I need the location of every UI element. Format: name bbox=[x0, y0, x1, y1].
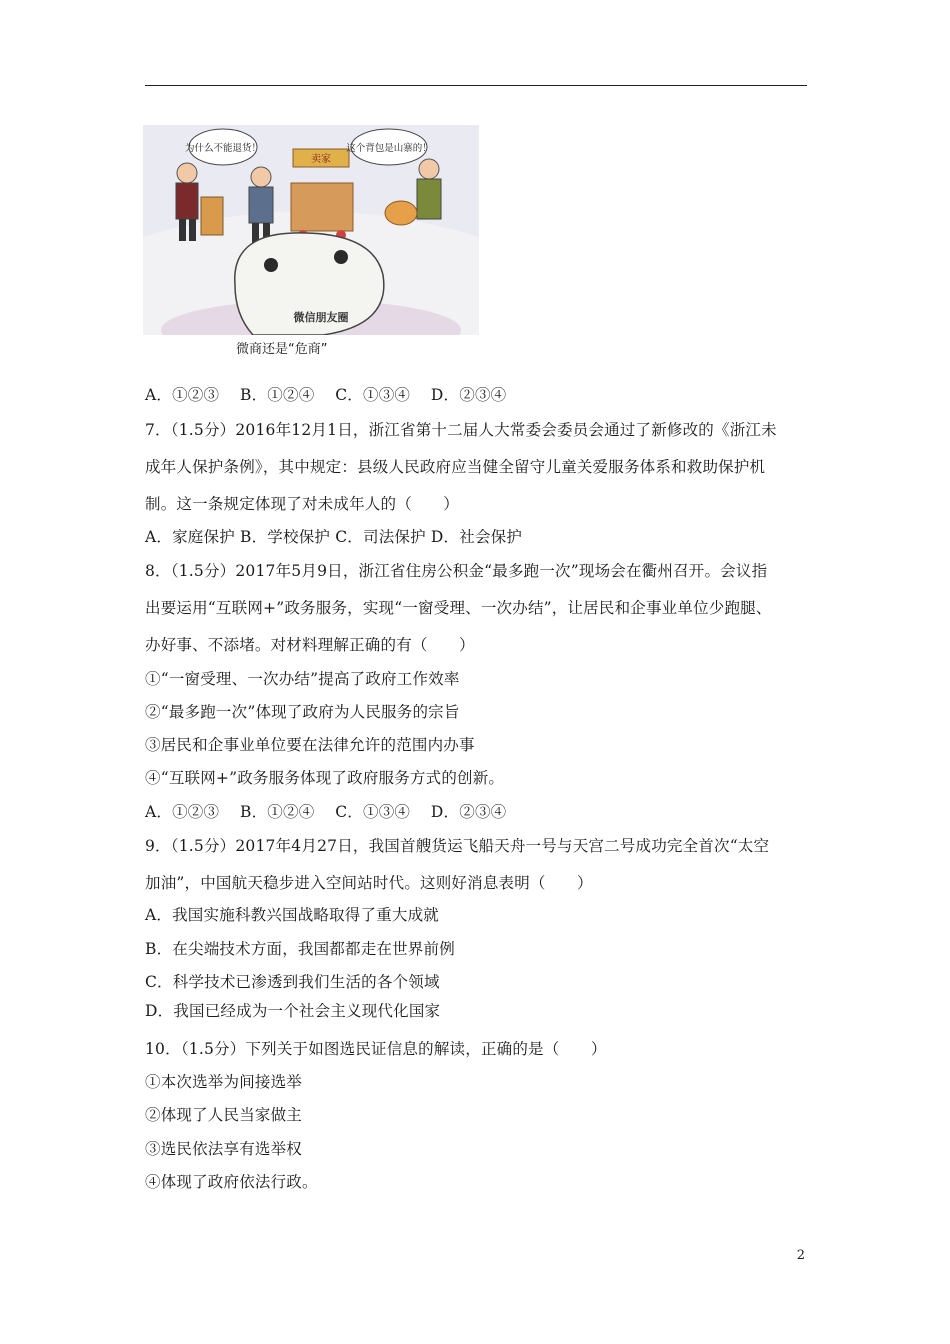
q8-item-4: ④“互联网+”政务服务体现了政府服务方式的创新。 bbox=[145, 769, 505, 787]
q8-stem-line2: 出要运用“互联网+”政务服务，实现“一窗受理、一次办结”，让居民和企事业单位少跑腿、 bbox=[145, 599, 772, 617]
q8-options: A．①②③ B．①②④ C．①③④ D．②③④ bbox=[145, 803, 507, 821]
q9-option-c: C．科学技术已渗透到我们生活的各个领域 bbox=[145, 973, 440, 991]
q8-item-2: ②“最多跑一次”体现了政府为人民服务的宗旨 bbox=[145, 703, 460, 721]
q8-stem-line3: 办好事、不添堵。对材料理解正确的有（ ） bbox=[145, 636, 475, 654]
q8-item-3: ③居民和企事业单位要在法律允许的范围内办事 bbox=[145, 736, 475, 754]
bag-label: 微信朋友圈 bbox=[293, 311, 349, 324]
header-rule bbox=[145, 85, 807, 86]
q7-options: A．家庭保护 B．学校保护 C．司法保护 D．社会保护 bbox=[145, 528, 523, 546]
q7-stem-line1: 7．（1.5分）2016年12月1日，浙江省第十二届人大常委会委员会通过了新修改的《浙江未 bbox=[145, 421, 777, 439]
q10-stem: 10．（1.5分）下列关于如图选民证信息的解读，正确的是（ ） bbox=[145, 1040, 607, 1058]
q7-stem-line3: 制。这一条规定体现了对未成年人的（ ） bbox=[145, 495, 460, 513]
q7-stem-line2: 成年人保护条例》，其中规定：县级人民政府应当健全留守儿童关爱服务体系和救助保护机 bbox=[145, 458, 766, 476]
q10-item-2: ②体现了人民当家做主 bbox=[145, 1106, 303, 1124]
bubble-left-text: 为什么不能退货！ bbox=[184, 143, 262, 154]
page-number: 2 bbox=[796, 1248, 805, 1263]
q9-option-a: A．我国实施科教兴国战略取得了重大成就 bbox=[145, 906, 439, 924]
q10-item-3: ③选民依法享有选举权 bbox=[145, 1140, 303, 1158]
q9-option-b: B．在尖端技术方面，我国都都走在世界前例 bbox=[145, 940, 455, 958]
bubble-right-text: 这个背包是山寨的！ bbox=[346, 143, 432, 154]
q6-options: A．①②③ B．①②④ C．①③④ D．②③④ bbox=[145, 386, 507, 404]
q9-stem-line1: 9．（1.5分）2017年4月27日，我国首艘货运飞船天舟一号与天宫二号成功完全首次“太空 bbox=[145, 837, 770, 855]
q8-item-1: ①“一窗受理、一次办结”提高了政府工作效率 bbox=[145, 670, 460, 688]
q9-option-d: D．我国已经成为一个社会主义现代化国家 bbox=[145, 1002, 441, 1020]
cartoon-illustration bbox=[143, 125, 479, 335]
q10-item-4: ④体现了政府依法行政。 bbox=[145, 1173, 318, 1191]
q9-stem-line2: 加油”，中国航天稳步进入空间站时代。这则好消息表明（ ） bbox=[145, 874, 593, 892]
q8-stem-line1: 8．（1.5分）2017年5月9日，浙江省住房公积金“最多跑一次”现场会在衢州召开。会议指 bbox=[145, 562, 768, 580]
stall-sign: 卖家 bbox=[311, 154, 331, 165]
q10-item-1: ①本次选举为间接选举 bbox=[145, 1073, 303, 1091]
cartoon-caption: 微商还是“危商” bbox=[236, 342, 328, 357]
